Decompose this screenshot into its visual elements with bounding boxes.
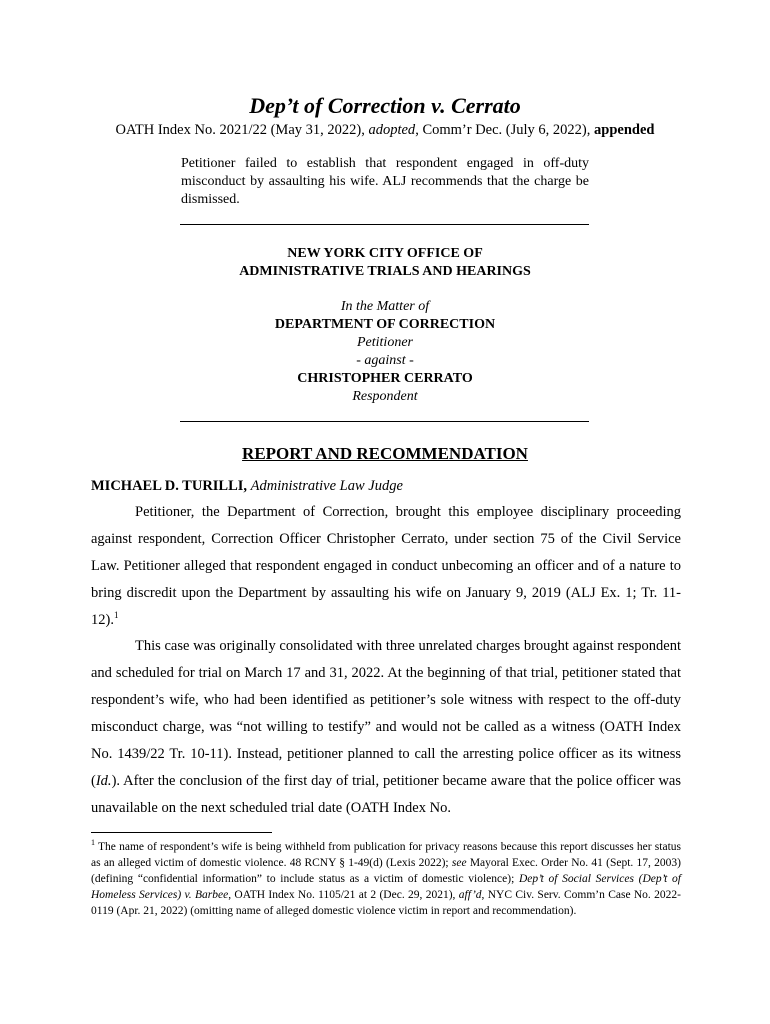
body-paragraph-2 <box>91 633 681 822</box>
citation-appended: appended <box>594 122 655 138</box>
agency-line-2: ADMINISTRATIVE TRIALS AND HEARINGS <box>239 264 531 279</box>
footnote-case-name: Dep’t of Social Services (Dep’t of Homeless Services) v. Barbee <box>91 873 681 901</box>
paragraph-2-id: Id. <box>95 773 112 789</box>
agency-name <box>0 245 770 281</box>
in-the-matter-of: In the Matter of <box>340 299 430 314</box>
footnote-text-3: , OATH Index No. 1105/21 at 2 (Dec. 29, 2021), <box>228 889 459 901</box>
body-paragraph-1 <box>91 499 681 634</box>
case-title: Dep’t of Correction v. Cerrato <box>249 93 521 118</box>
paragraph-2-text-b: ). After the conclusion of the first day of trial, petitioner became aware that the police officer was unavailable on the next scheduled trial date (OATH Index No. <box>91 773 681 816</box>
against-label: - against - <box>356 353 414 368</box>
footnote-see: see <box>451 857 467 869</box>
divider-top <box>180 224 589 225</box>
case-caption <box>0 298 770 406</box>
footnote-mark: 1 <box>91 838 95 848</box>
agency-line-1: NEW YORK CITY OFFICE OF <box>287 246 483 261</box>
petitioner-name: DEPARTMENT OF CORRECTION <box>274 317 496 332</box>
respondent-role: Respondent <box>352 389 418 404</box>
case-summary: Petitioner failed to establish that respondent engaged in off-duty misconduct by assaulting his wife. ALJ recommends that the charge be dismissed. <box>181 156 589 207</box>
footnote-text-4: , NYC Civ. Serv. Comm’n Case No. 2022-0119 (Apr. 21, 2022) (omitting name of alleged domestic violence victim in report and recommendation). <box>91 889 681 917</box>
divider-bottom <box>180 421 589 422</box>
citation-adopted: adopted <box>368 122 416 138</box>
paragraph-1-text: Petitioner, the Department of Correction, brought this employee disciplinary proceeding against respondent, Correction Officer Christopher Cerrato, under section 75 of the Civil Service Law. Petitioner alleged that respondent engaged in conduct unbecoming an officer and of a nature to bring discredit upon the Department by assaulting his wife on January 9, 2019 (ALJ Ex. 1; Tr. 11-12). <box>91 504 681 628</box>
footnote-text-2: Mayoral Exec. Order No. 41 (Sept. 17, 2003) (defining “confidential information” to include status as a victim of domestic violence); <box>91 857 681 885</box>
case-citation <box>0 121 770 139</box>
judge-name: MICHAEL D. TURILLI, <box>91 478 248 494</box>
citation-decision: , Comm’r Dec. (July 6, 2022), <box>415 122 594 138</box>
footnote-divider <box>91 832 272 833</box>
judge-title: Administrative Law Judge <box>250 478 403 494</box>
footnote-ref-1[interactable]: 1 <box>113 610 119 621</box>
footnote-1 <box>91 839 681 919</box>
paragraph-2-text-a: This case was originally consolidated with three unrelated charges brought against respondent and scheduled for trial on March 17 and 31, 2022. At the beginning of that trial, petitioner stated that respondent’s wife, who had been identified as petitioner’s sole witness with respect to the off-duty misconduct charge, was “not willing to testify” and would not be called as a witness (OATH Index No. 1439/22 Tr. 10-11). Instead, petitioner planned to call the arresting police officer as its witness ( <box>91 638 681 789</box>
report-heading: REPORT AND RECOMMENDATION <box>242 444 528 463</box>
petitioner-role: Petitioner <box>357 335 413 350</box>
respondent-name: CHRISTOPHER CERRATO <box>297 371 473 386</box>
footnote-text-1: The name of respondent’s wife is being withheld from publication for privacy reasons because this report discusses her status as an alleged victim of domestic violence. 48 RCNY § 1-49(d) (Lexis 2022); <box>91 841 681 869</box>
judge-line <box>91 476 403 496</box>
footnote-affd: aff’d <box>458 889 482 901</box>
citation-index: OATH Index No. 2021/22 (May 31, 2022), <box>115 122 369 138</box>
